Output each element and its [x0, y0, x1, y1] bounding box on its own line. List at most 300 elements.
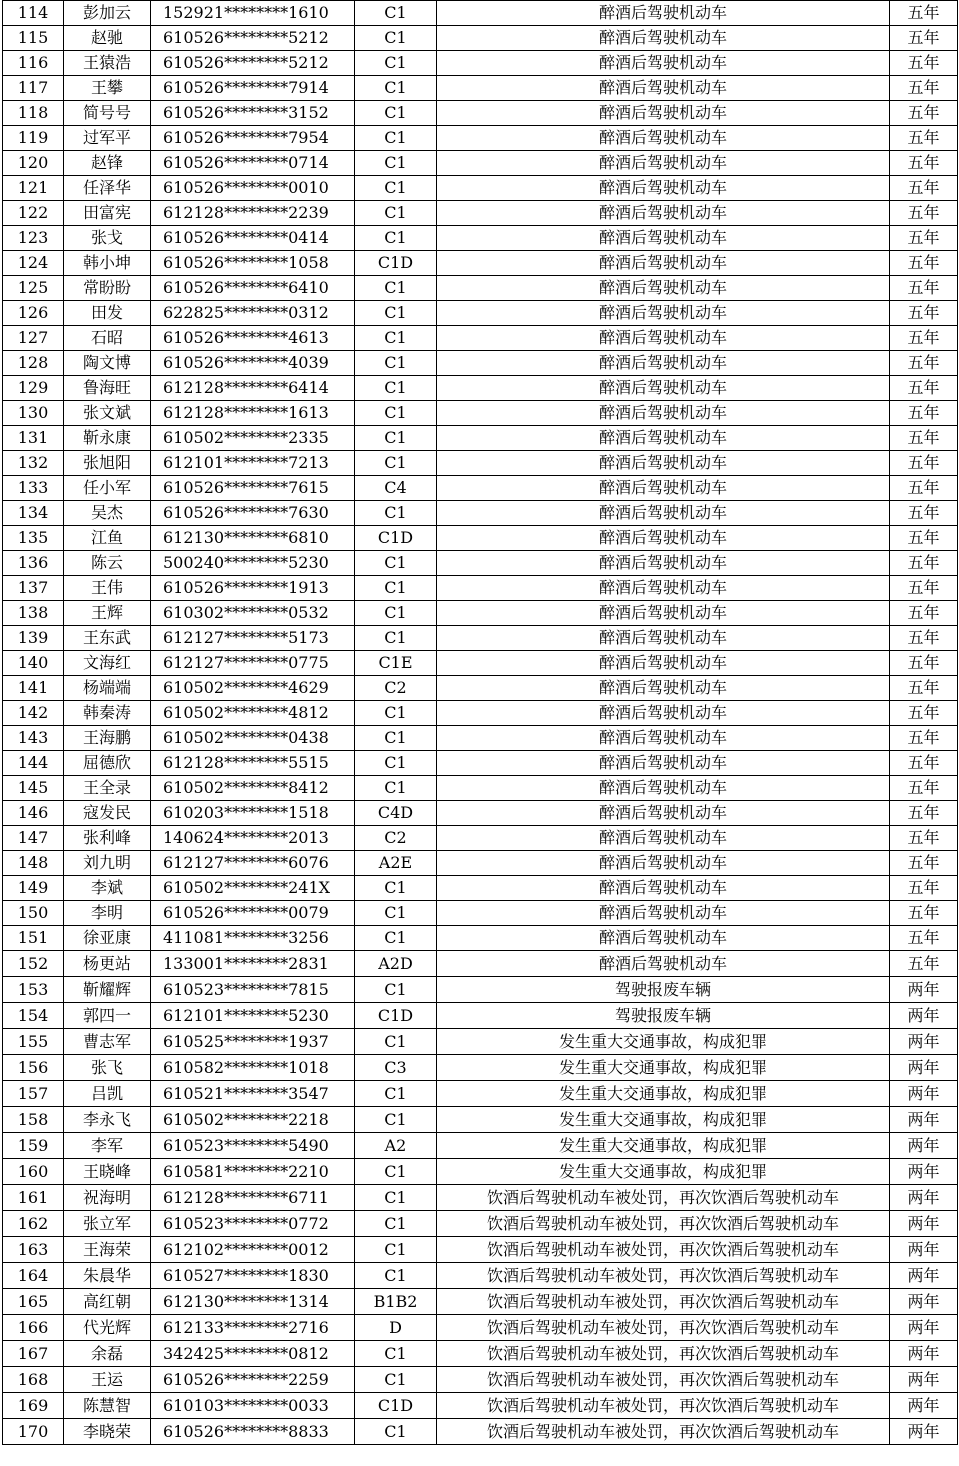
- name-cell: 彭加云: [64, 1, 151, 26]
- row-number-cell: 117: [3, 76, 64, 101]
- license-class-cell: C1: [355, 376, 437, 401]
- id-number-cell: 500240********5230: [151, 551, 355, 576]
- id-number-cell: 612101********7213: [151, 451, 355, 476]
- table-row: [3, 1289, 958, 1315]
- id-number-cell: 612128********6711: [151, 1185, 355, 1211]
- ban-term-cell: 两年: [890, 1237, 958, 1263]
- ban-term-cell: 五年: [890, 726, 958, 751]
- table-row: [3, 476, 958, 501]
- ban-term-cell: 五年: [890, 176, 958, 201]
- ban-term-cell: 两年: [890, 1263, 958, 1289]
- id-number-cell: 610502********0438: [151, 726, 355, 751]
- violation-reason-cell: 发生重大交通事故，构成犯罪: [437, 1159, 890, 1185]
- id-number-cell: 610526********4039: [151, 351, 355, 376]
- violation-reason-cell: 醉酒后驾驶机动车: [437, 376, 890, 401]
- ban-term-cell: 五年: [890, 551, 958, 576]
- name-cell: 张文斌: [64, 401, 151, 426]
- violation-reason-cell: 驾驶报废车辆: [437, 977, 890, 1003]
- row-number-cell: 131: [3, 426, 64, 451]
- license-class-cell: C1: [355, 876, 437, 901]
- name-cell: 简号号: [64, 101, 151, 126]
- table-row: [3, 426, 958, 451]
- table-row: [3, 901, 958, 926]
- id-number-cell: 610526********7914: [151, 76, 355, 101]
- row-number-cell: 120: [3, 151, 64, 176]
- row-number-cell: 164: [3, 1263, 64, 1289]
- violation-reason-cell: 醉酒后驾驶机动车: [437, 601, 890, 626]
- violation-reason-cell: 饮酒后驾驶机动车被处罚，再次饮酒后驾驶机动车: [437, 1289, 890, 1315]
- table-row: [3, 676, 958, 701]
- id-number-cell: 612130********1314: [151, 1289, 355, 1315]
- id-number-cell: 612128********2239: [151, 201, 355, 226]
- row-number-cell: 126: [3, 301, 64, 326]
- license-class-cell: C3: [355, 1055, 437, 1081]
- license-class-cell: C1: [355, 1211, 437, 1237]
- ban-term-cell: 五年: [890, 776, 958, 801]
- name-cell: 朱晨华: [64, 1263, 151, 1289]
- violation-reason-cell: 醉酒后驾驶机动车: [437, 576, 890, 601]
- row-number-cell: 141: [3, 676, 64, 701]
- violation-reason-cell: 醉酒后驾驶机动车: [437, 351, 890, 376]
- license-class-cell: C1: [355, 501, 437, 526]
- name-cell: 李斌: [64, 876, 151, 901]
- row-number-cell: 128: [3, 351, 64, 376]
- license-class-cell: C1D: [355, 1003, 437, 1029]
- name-cell: 高红朝: [64, 1289, 151, 1315]
- name-cell: 过军平: [64, 126, 151, 151]
- violation-reason-cell: 醉酒后驾驶机动车: [437, 926, 890, 951]
- table-row: [3, 1081, 958, 1107]
- table-row: [3, 1185, 958, 1211]
- name-cell: 王运: [64, 1367, 151, 1393]
- license-class-cell: A2E: [355, 851, 437, 876]
- row-number-cell: 163: [3, 1237, 64, 1263]
- id-number-cell: 342425********0812: [151, 1341, 355, 1367]
- ban-term-cell: 五年: [890, 76, 958, 101]
- license-class-cell: C1: [355, 551, 437, 576]
- id-number-cell: 411081********3256: [151, 926, 355, 951]
- ban-term-cell: 两年: [890, 977, 958, 1003]
- violation-reason-cell: 醉酒后驾驶机动车: [437, 501, 890, 526]
- row-number-cell: 122: [3, 201, 64, 226]
- ban-term-cell: 五年: [890, 576, 958, 601]
- id-number-cell: 610502********2218: [151, 1107, 355, 1133]
- violation-reason-cell: 醉酒后驾驶机动车: [437, 1, 890, 26]
- license-class-cell: C1: [355, 101, 437, 126]
- table-row: [3, 451, 958, 476]
- name-cell: 张戈: [64, 226, 151, 251]
- table-row: [3, 926, 958, 951]
- row-number-cell: 168: [3, 1367, 64, 1393]
- table-row: [3, 851, 958, 876]
- violation-reason-cell: 醉酒后驾驶机动车: [437, 326, 890, 351]
- id-number-cell: 610523********0772: [151, 1211, 355, 1237]
- name-cell: 余磊: [64, 1341, 151, 1367]
- license-class-cell: C1: [355, 51, 437, 76]
- license-class-cell: C2: [355, 676, 437, 701]
- row-number-cell: 145: [3, 776, 64, 801]
- row-number-cell: 160: [3, 1159, 64, 1185]
- table-row: [3, 1419, 958, 1445]
- table-row: [3, 776, 958, 801]
- table-row: [3, 1055, 958, 1081]
- violation-reason-cell: 醉酒后驾驶机动车: [437, 426, 890, 451]
- name-cell: 杨更站: [64, 951, 151, 977]
- table-row: [3, 977, 958, 1003]
- violation-reason-cell: 驾驶报废车辆: [437, 1003, 890, 1029]
- row-number-cell: 166: [3, 1315, 64, 1341]
- license-class-cell: C1: [355, 901, 437, 926]
- id-number-cell: 610502********241X: [151, 876, 355, 901]
- ban-term-cell: 两年: [890, 1367, 958, 1393]
- name-cell: 张利峰: [64, 826, 151, 851]
- license-class-cell: C1: [355, 1237, 437, 1263]
- row-number-cell: 144: [3, 751, 64, 776]
- ban-term-cell: 五年: [890, 401, 958, 426]
- id-number-cell: 610526********8833: [151, 1419, 355, 1445]
- id-number-cell: 612127********5173: [151, 626, 355, 651]
- license-class-cell: C1: [355, 776, 437, 801]
- id-number-cell: 610526********0714: [151, 151, 355, 176]
- violation-reason-cell: 饮酒后驾驶机动车被处罚，再次饮酒后驾驶机动车: [437, 1367, 890, 1393]
- ban-term-cell: 五年: [890, 826, 958, 851]
- table-row: [3, 376, 958, 401]
- name-cell: 王东武: [64, 626, 151, 651]
- table-row: [3, 1341, 958, 1367]
- name-cell: 江鱼: [64, 526, 151, 551]
- record-table-body: [3, 1, 958, 1445]
- violation-reason-cell: 醉酒后驾驶机动车: [437, 451, 890, 476]
- id-number-cell: 612128********5515: [151, 751, 355, 776]
- ban-term-cell: 五年: [890, 326, 958, 351]
- row-number-cell: 116: [3, 51, 64, 76]
- table-row: [3, 601, 958, 626]
- table-row: [3, 76, 958, 101]
- id-number-cell: 610521********3547: [151, 1081, 355, 1107]
- name-cell: 王伟: [64, 576, 151, 601]
- violation-reason-cell: 醉酒后驾驶机动车: [437, 701, 890, 726]
- id-number-cell: 610527********1830: [151, 1263, 355, 1289]
- violation-reason-cell: 醉酒后驾驶机动车: [437, 176, 890, 201]
- id-number-cell: 610103********0033: [151, 1393, 355, 1419]
- table-row: [3, 1159, 958, 1185]
- ban-term-cell: 两年: [890, 1419, 958, 1445]
- table-row: [3, 1, 958, 26]
- name-cell: 田富宪: [64, 201, 151, 226]
- license-class-cell: C1: [355, 1081, 437, 1107]
- ban-term-cell: 五年: [890, 601, 958, 626]
- id-number-cell: 610523********7815: [151, 977, 355, 1003]
- license-class-cell: C1: [355, 1029, 437, 1055]
- name-cell: 祝海明: [64, 1185, 151, 1211]
- license-class-cell: B1B2: [355, 1289, 437, 1315]
- table-row: [3, 876, 958, 901]
- id-number-cell: 610526********7954: [151, 126, 355, 151]
- violation-reason-cell: 醉酒后驾驶机动车: [437, 626, 890, 651]
- row-number-cell: 130: [3, 401, 64, 426]
- table-row: [3, 351, 958, 376]
- table-row: [3, 401, 958, 426]
- id-number-cell: 610526********0010: [151, 176, 355, 201]
- name-cell: 张旭阳: [64, 451, 151, 476]
- ban-term-cell: 五年: [890, 126, 958, 151]
- name-cell: 王海荣: [64, 1237, 151, 1263]
- violation-reason-cell: 醉酒后驾驶机动车: [437, 876, 890, 901]
- ban-term-cell: 五年: [890, 251, 958, 276]
- name-cell: 王辉: [64, 601, 151, 626]
- row-number-cell: 147: [3, 826, 64, 851]
- id-number-cell: 610302********0532: [151, 601, 355, 626]
- violation-reason-cell: 发生重大交通事故，构成犯罪: [437, 1055, 890, 1081]
- table-row: [3, 651, 958, 676]
- ban-term-cell: 五年: [890, 801, 958, 826]
- ban-term-cell: 两年: [890, 1003, 958, 1029]
- table-row: [3, 1211, 958, 1237]
- violation-reason-cell: 醉酒后驾驶机动车: [437, 301, 890, 326]
- violation-reason-cell: 醉酒后驾驶机动车: [437, 851, 890, 876]
- violation-reason-cell: 饮酒后驾驶机动车被处罚，再次饮酒后驾驶机动车: [437, 1341, 890, 1367]
- name-cell: 张立军: [64, 1211, 151, 1237]
- table-row: [3, 201, 958, 226]
- ban-term-cell: 五年: [890, 276, 958, 301]
- violation-reason-cell: 醉酒后驾驶机动车: [437, 526, 890, 551]
- row-number-cell: 124: [3, 251, 64, 276]
- license-class-cell: C1: [355, 701, 437, 726]
- violation-reason-cell: 发生重大交通事故，构成犯罪: [437, 1107, 890, 1133]
- violation-reason-cell: 发生重大交通事故，构成犯罪: [437, 1029, 890, 1055]
- name-cell: 杨端端: [64, 676, 151, 701]
- license-class-cell: C1: [355, 1367, 437, 1393]
- license-class-cell: C1: [355, 751, 437, 776]
- id-number-cell: 610523********5490: [151, 1133, 355, 1159]
- row-number-cell: 125: [3, 276, 64, 301]
- table-row: [3, 251, 958, 276]
- id-number-cell: 610203********1518: [151, 801, 355, 826]
- row-number-cell: 119: [3, 126, 64, 151]
- violation-reason-cell: 醉酒后驾驶机动车: [437, 476, 890, 501]
- name-cell: 陶文博: [64, 351, 151, 376]
- row-number-cell: 170: [3, 1419, 64, 1445]
- license-class-cell: C1: [355, 401, 437, 426]
- table-row: [3, 151, 958, 176]
- ban-term-cell: 两年: [890, 1341, 958, 1367]
- violation-reason-cell: 饮酒后驾驶机动车被处罚，再次饮酒后驾驶机动车: [437, 1393, 890, 1419]
- violation-reason-cell: 醉酒后驾驶机动车: [437, 76, 890, 101]
- violation-reason-cell: 醉酒后驾驶机动车: [437, 101, 890, 126]
- id-number-cell: 610502********4812: [151, 701, 355, 726]
- id-number-cell: 610526********1913: [151, 576, 355, 601]
- id-number-cell: 610525********1937: [151, 1029, 355, 1055]
- name-cell: 任泽华: [64, 176, 151, 201]
- license-class-cell: D: [355, 1315, 437, 1341]
- license-class-cell: C1: [355, 76, 437, 101]
- name-cell: 王晓峰: [64, 1159, 151, 1185]
- license-class-cell: C1: [355, 351, 437, 376]
- violation-reason-cell: 醉酒后驾驶机动车: [437, 751, 890, 776]
- violation-reason-cell: 醉酒后驾驶机动车: [437, 201, 890, 226]
- ban-term-cell: 两年: [890, 1289, 958, 1315]
- table-row: [3, 1237, 958, 1263]
- table-row: [3, 276, 958, 301]
- id-number-cell: 610582********1018: [151, 1055, 355, 1081]
- name-cell: 屈德欣: [64, 751, 151, 776]
- row-number-cell: 158: [3, 1107, 64, 1133]
- ban-term-cell: 五年: [890, 26, 958, 51]
- id-number-cell: 612101********5230: [151, 1003, 355, 1029]
- violation-reason-cell: 醉酒后驾驶机动车: [437, 826, 890, 851]
- ban-term-cell: 五年: [890, 426, 958, 451]
- table-row: [3, 1315, 958, 1341]
- id-number-cell: 610526********4613: [151, 326, 355, 351]
- table-row: [3, 1107, 958, 1133]
- id-number-cell: 610502********2335: [151, 426, 355, 451]
- license-class-cell: C1: [355, 576, 437, 601]
- violation-reason-cell: 醉酒后驾驶机动车: [437, 776, 890, 801]
- name-cell: 李军: [64, 1133, 151, 1159]
- name-cell: 寇发民: [64, 801, 151, 826]
- id-number-cell: 610526********5212: [151, 51, 355, 76]
- license-class-cell: C1: [355, 1341, 437, 1367]
- name-cell: 徐亚康: [64, 926, 151, 951]
- id-number-cell: 612133********2716: [151, 1315, 355, 1341]
- table-row: [3, 701, 958, 726]
- row-number-cell: 136: [3, 551, 64, 576]
- row-number-cell: 123: [3, 226, 64, 251]
- table-row: [3, 226, 958, 251]
- ban-term-cell: 两年: [890, 1107, 958, 1133]
- name-cell: 吴杰: [64, 501, 151, 526]
- row-number-cell: 165: [3, 1289, 64, 1315]
- table-row: [3, 1003, 958, 1029]
- violation-reason-cell: 醉酒后驾驶机动车: [437, 126, 890, 151]
- name-cell: 王攀: [64, 76, 151, 101]
- name-cell: 吕凯: [64, 1081, 151, 1107]
- ban-term-cell: 五年: [890, 951, 958, 977]
- row-number-cell: 149: [3, 876, 64, 901]
- name-cell: 鲁海旺: [64, 376, 151, 401]
- id-number-cell: 612128********1613: [151, 401, 355, 426]
- violation-reason-cell: 醉酒后驾驶机动车: [437, 801, 890, 826]
- name-cell: 石昭: [64, 326, 151, 351]
- ban-term-cell: 两年: [890, 1081, 958, 1107]
- record-table: [2, 0, 958, 1445]
- id-number-cell: 610526********7630: [151, 501, 355, 526]
- name-cell: 刘九明: [64, 851, 151, 876]
- ban-term-cell: 两年: [890, 1029, 958, 1055]
- row-number-cell: 143: [3, 726, 64, 751]
- row-number-cell: 161: [3, 1185, 64, 1211]
- ban-term-cell: 五年: [890, 101, 958, 126]
- table-row: [3, 826, 958, 851]
- row-number-cell: 154: [3, 1003, 64, 1029]
- table-row: [3, 176, 958, 201]
- ban-term-cell: 五年: [890, 476, 958, 501]
- id-number-cell: 140624********2013: [151, 826, 355, 851]
- table-row: [3, 551, 958, 576]
- license-class-cell: C1: [355, 301, 437, 326]
- ban-term-cell: 两年: [890, 1393, 958, 1419]
- row-number-cell: 118: [3, 101, 64, 126]
- name-cell: 靳永康: [64, 426, 151, 451]
- license-class-cell: C1: [355, 626, 437, 651]
- ban-term-cell: 两年: [890, 1211, 958, 1237]
- license-class-cell: C1: [355, 1185, 437, 1211]
- license-class-cell: C1D: [355, 251, 437, 276]
- name-cell: 郭四一: [64, 1003, 151, 1029]
- name-cell: 田发: [64, 301, 151, 326]
- row-number-cell: 148: [3, 851, 64, 876]
- license-class-cell: C1: [355, 977, 437, 1003]
- row-number-cell: 135: [3, 526, 64, 551]
- id-number-cell: 133001********2831: [151, 951, 355, 977]
- ban-term-cell: 五年: [890, 701, 958, 726]
- table-row: [3, 501, 958, 526]
- id-number-cell: 610502********8412: [151, 776, 355, 801]
- license-class-cell: C1: [355, 426, 437, 451]
- license-class-cell: A2: [355, 1133, 437, 1159]
- row-number-cell: 138: [3, 601, 64, 626]
- violation-reason-cell: 醉酒后驾驶机动车: [437, 51, 890, 76]
- license-class-cell: C1: [355, 326, 437, 351]
- name-cell: 任小军: [64, 476, 151, 501]
- name-cell: 韩秦涛: [64, 701, 151, 726]
- table-row: [3, 626, 958, 651]
- violation-reason-cell: 饮酒后驾驶机动车被处罚，再次饮酒后驾驶机动车: [437, 1237, 890, 1263]
- license-class-cell: C1: [355, 176, 437, 201]
- violation-reason-cell: 醉酒后驾驶机动车: [437, 276, 890, 301]
- ban-term-cell: 五年: [890, 751, 958, 776]
- row-number-cell: 169: [3, 1393, 64, 1419]
- row-number-cell: 146: [3, 801, 64, 826]
- name-cell: 代光辉: [64, 1315, 151, 1341]
- violation-reason-cell: 醉酒后驾驶机动车: [437, 726, 890, 751]
- id-number-cell: 610526********0079: [151, 901, 355, 926]
- violation-reason-cell: 醉酒后驾驶机动车: [437, 26, 890, 51]
- table-row: [3, 101, 958, 126]
- id-number-cell: 610526********0414: [151, 226, 355, 251]
- violation-reason-cell: 醉酒后驾驶机动车: [437, 551, 890, 576]
- ban-term-cell: 两年: [890, 1159, 958, 1185]
- row-number-cell: 153: [3, 977, 64, 1003]
- license-class-cell: C1: [355, 1159, 437, 1185]
- license-class-cell: C1: [355, 226, 437, 251]
- name-cell: 王猿浩: [64, 51, 151, 76]
- id-number-cell: 610526********2259: [151, 1367, 355, 1393]
- row-number-cell: 115: [3, 26, 64, 51]
- name-cell: 韩小坤: [64, 251, 151, 276]
- row-number-cell: 132: [3, 451, 64, 476]
- id-number-cell: 610502********4629: [151, 676, 355, 701]
- row-number-cell: 156: [3, 1055, 64, 1081]
- violation-reason-cell: 发生重大交通事故，构成犯罪: [437, 1081, 890, 1107]
- id-number-cell: 610526********5212: [151, 26, 355, 51]
- row-number-cell: 142: [3, 701, 64, 726]
- name-cell: 靳耀辉: [64, 977, 151, 1003]
- violation-reason-cell: 醉酒后驾驶机动车: [437, 651, 890, 676]
- table-row: [3, 51, 958, 76]
- ban-term-cell: 五年: [890, 901, 958, 926]
- ban-term-cell: 五年: [890, 651, 958, 676]
- violation-reason-cell: 醉酒后驾驶机动车: [437, 901, 890, 926]
- ban-term-cell: 五年: [890, 876, 958, 901]
- ban-term-cell: 五年: [890, 501, 958, 526]
- name-cell: 李明: [64, 901, 151, 926]
- violation-reason-cell: 饮酒后驾驶机动车被处罚，再次饮酒后驾驶机动车: [437, 1211, 890, 1237]
- violation-reason-cell: 发生重大交通事故，构成犯罪: [437, 1133, 890, 1159]
- row-number-cell: 167: [3, 1341, 64, 1367]
- table-row: [3, 1029, 958, 1055]
- ban-term-cell: 五年: [890, 351, 958, 376]
